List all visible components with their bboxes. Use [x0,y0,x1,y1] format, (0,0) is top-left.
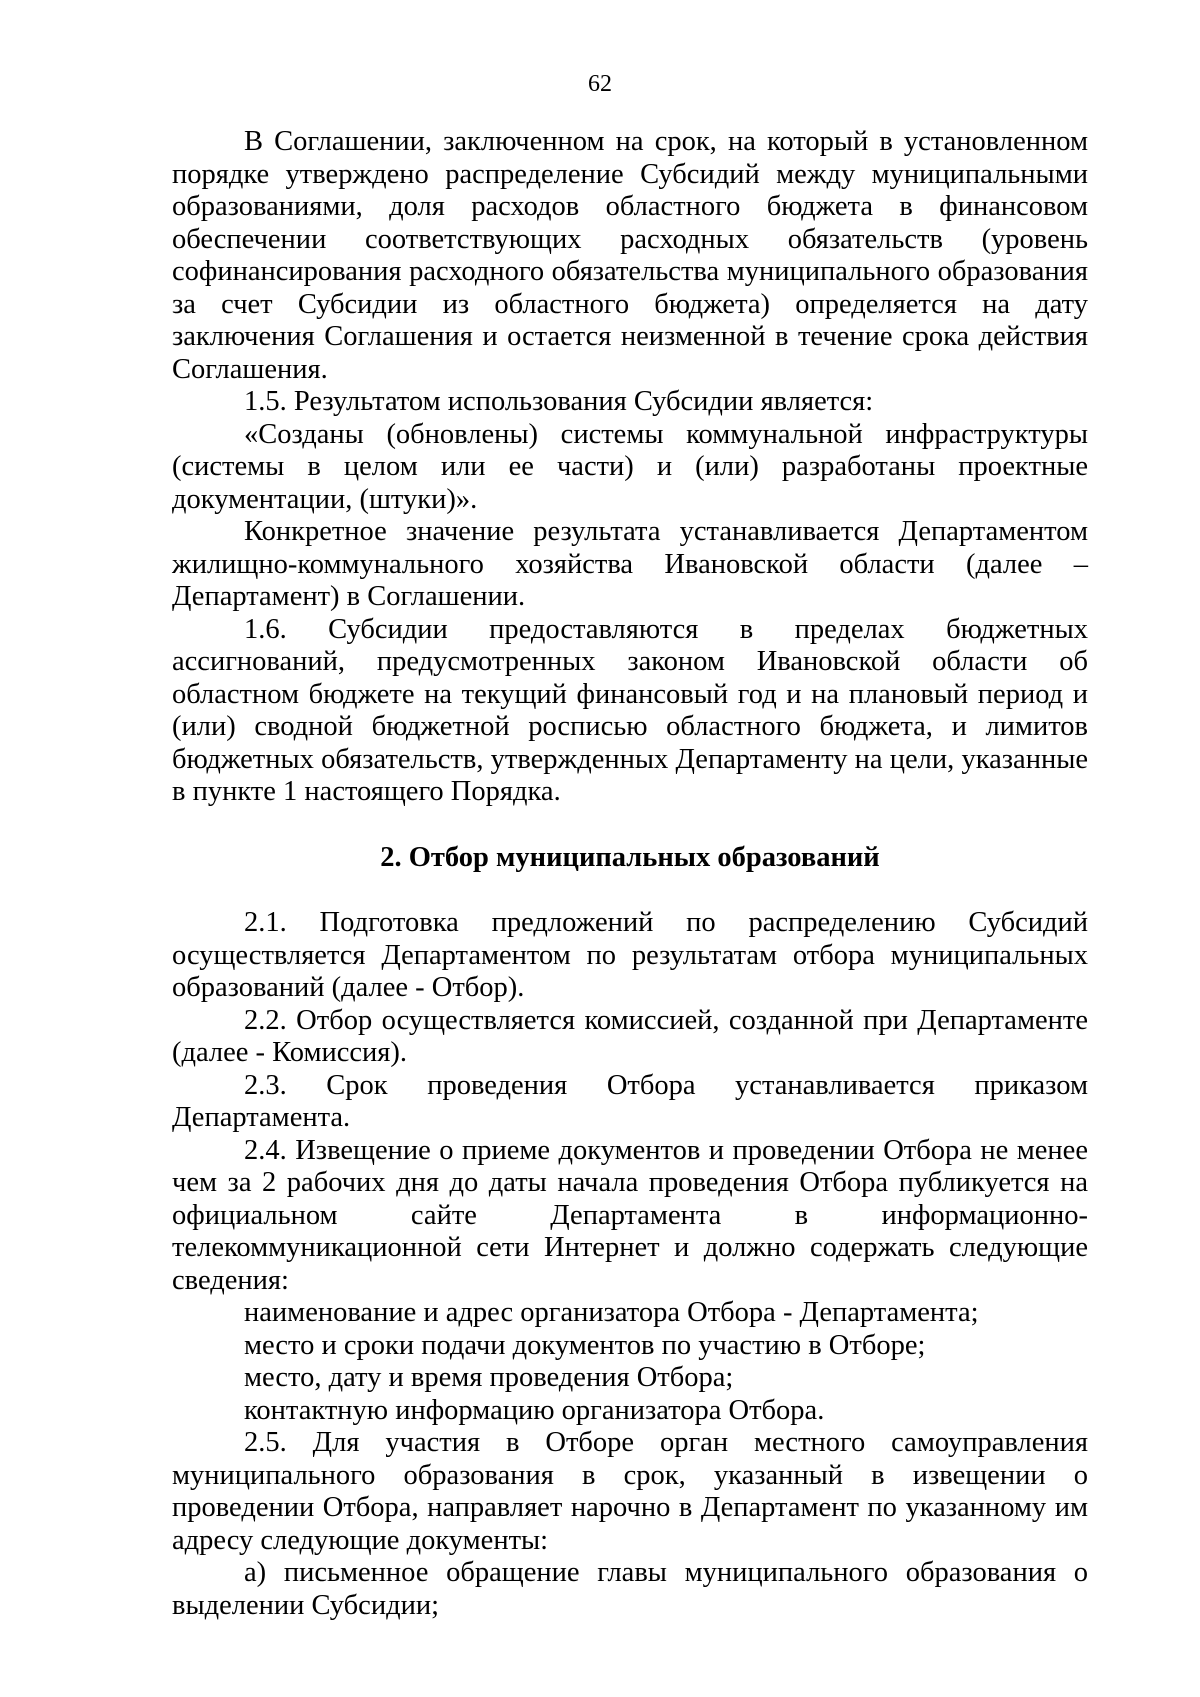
list-item: наименование и адрес организатора Отбора - Департамента; [244,1297,979,1328]
paragraph: «Созданы (обновлены) системы коммунальной инфраструктуры (системы в целом или ее части) и (или) разработаны проектные документации, (штуки)». [172,418,1088,515]
list-item: контактную информацию организатора Отбора. [244,1394,825,1426]
paragraph: 2.1. Подготовка предложений по распределению Субсидий осуществляется Департаментом по результатам отбора муниципальных образований (далее - Отбор). [172,907,1088,1003]
page-number: 62 [588,71,612,97]
paragraph: 2.4. Извещение о приеме документов и проведении Отбора не менее чем за 2 рабочих дня до даты начала проведения Отбора публикуется на официальном сайте Департамента в информационно-телекоммуникационной сети Интернет и должно содержать следующие сведения: [172,1134,1088,1296]
section-heading: 2. Отбор муниципальных образований [380,841,880,873]
paragraph: 2.5. Для участия в Отборе орган местного самоуправления муниципального образования в срок, указанный в извещении о проведении Отбора, направляет нарочно в Департамент по указанному им адресу следующие документы: [172,1427,1088,1556]
paragraph: 2.2. Отбор осуществляется комиссией, созданной при Департаменте (далее - Комиссия). [172,1004,1088,1068]
list-item: место, дату и время проведения Отбора; [244,1362,734,1393]
paragraph: В Соглашении, заключенном на срок, на который в установленном порядке утверждено распределение Субсидий между муниципальными образованиями, доля расходов областного бюджета в финансовом обеспечении соответствующих расходных обязательств (уровень софинансирования расходного обязательства муниципального образования за счет Субсидии из областного бюджета) определяется на дату заключения Соглашения и остается неизменной в течение срока действия Соглашения. [172,126,1088,385]
paragraph: а) письменное обращение главы муниципального образования о выделении Субсидии; [172,1557,1088,1621]
paragraph: 1.6. Субсидии предоставляются в пределах бюджетных ассигнований, предусмотренных законом Ивановской области об областном бюджете на текущий финансовый год и на плановый период и (или) сводной бюджетной росписью областного бюджета, и лимитов бюджетных обязательств, утвержденных Департаменту на цели, указанные в пункте 1 настоящего Порядка. [172,613,1088,807]
list-item: место и сроки подачи документов по участию в Отборе; [244,1329,926,1361]
paragraph: Конкретное значение результата устанавливается Департаментом жилищно-коммунального хозяйства Ивановской области (далее – Департамент) в Соглашении. [172,516,1088,612]
document-body [172,126,1088,1622]
paragraph: 2.3. Срок проведения Отбора устанавливается приказом Департамента. [172,1069,1088,1133]
paragraph: 1.5. Результатом использования Субсидии является: [244,386,874,417]
